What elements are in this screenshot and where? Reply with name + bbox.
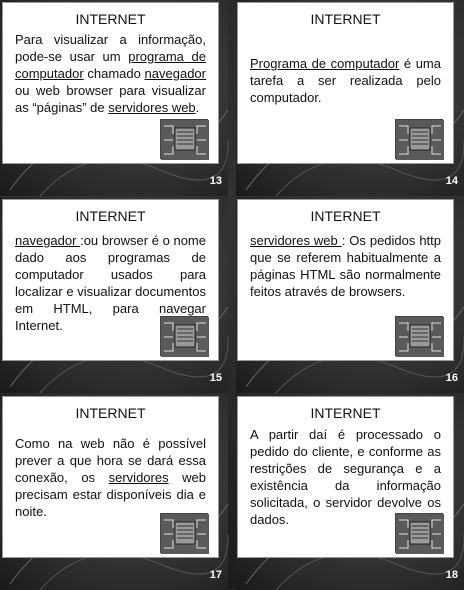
slide-panel-14[interactable] xyxy=(236,0,464,196)
slide-14 xyxy=(237,2,454,164)
slide-17 xyxy=(2,396,219,558)
underlined-term: navegador xyxy=(144,66,206,81)
slide-number: 14 xyxy=(445,175,458,187)
slide-title: INTERNET xyxy=(75,11,146,27)
body-text: :ou browser é o nome dado aos programas de computador usados para localizar e visualizar documentos em HTML, para navegar Internet. xyxy=(15,233,206,333)
underlined-term: servidores web xyxy=(108,100,196,115)
slide-title: INTERNET xyxy=(310,405,381,421)
server-circuit-icon xyxy=(160,119,208,159)
slide-15 xyxy=(2,199,219,361)
slide-title: INTERNET xyxy=(310,11,381,27)
slide-title: INTERNET xyxy=(310,208,381,224)
underlined-term: servidores web xyxy=(250,233,342,248)
body-text: ou web browser para visualizar as “páginas” de xyxy=(15,83,206,115)
body-text: web precisam estar disponíveis dia e noite. xyxy=(15,470,207,519)
slide-title: INTERNET xyxy=(75,405,146,421)
slide-title: INTERNET xyxy=(75,208,146,224)
server-circuit-icon xyxy=(395,119,443,159)
underlined-term: Programa de computador xyxy=(250,56,400,71)
server-circuit-icon xyxy=(395,316,443,356)
slide-panel-16[interactable] xyxy=(236,197,464,393)
body-text: A partir daí é processado o pedido do cliente, e conforme as restrições de segurança e a existência da informação solicitada, o servidor devolve os dados. xyxy=(250,427,441,527)
slide-number: 13 xyxy=(209,175,222,187)
underlined-term: servidores xyxy=(108,470,169,485)
slide-13 xyxy=(2,2,219,164)
server-circuit-icon xyxy=(160,513,208,553)
underlined-term: navegador xyxy=(15,233,81,248)
slide-number: 16 xyxy=(445,372,458,384)
slide-panel-17[interactable] xyxy=(0,394,228,590)
body-text: é uma tarefa a ser realizada pelo computador. xyxy=(250,56,441,105)
underlined-term: programa de computador xyxy=(15,49,206,81)
body-text: : Os pedidos http que se referem habitualmente a páginas HTML são normalmente feitos através de browsers. xyxy=(250,233,442,299)
slide-panel-15[interactable] xyxy=(0,197,228,393)
slide-18 xyxy=(237,396,454,558)
slide-body xyxy=(15,31,206,116)
slide-body xyxy=(250,55,441,106)
slide-panel-18[interactable] xyxy=(236,394,464,590)
body-text: Como na web não é possível prever a que hora se dará essa conexão, os xyxy=(15,436,206,485)
slide-number: 15 xyxy=(209,372,222,384)
server-circuit-icon xyxy=(395,513,443,553)
body-text: chamado xyxy=(83,66,145,81)
slide-body xyxy=(15,435,206,520)
slide-16 xyxy=(237,199,454,361)
slide-panel-13[interactable] xyxy=(0,0,228,196)
slide-number: 18 xyxy=(445,569,458,581)
slide-body xyxy=(250,232,441,300)
server-circuit-icon xyxy=(160,316,208,356)
slide-number: 17 xyxy=(209,569,222,581)
body-text: Para visualizar a informação, pode-se usar um xyxy=(15,32,206,64)
body-text: . xyxy=(195,100,200,115)
